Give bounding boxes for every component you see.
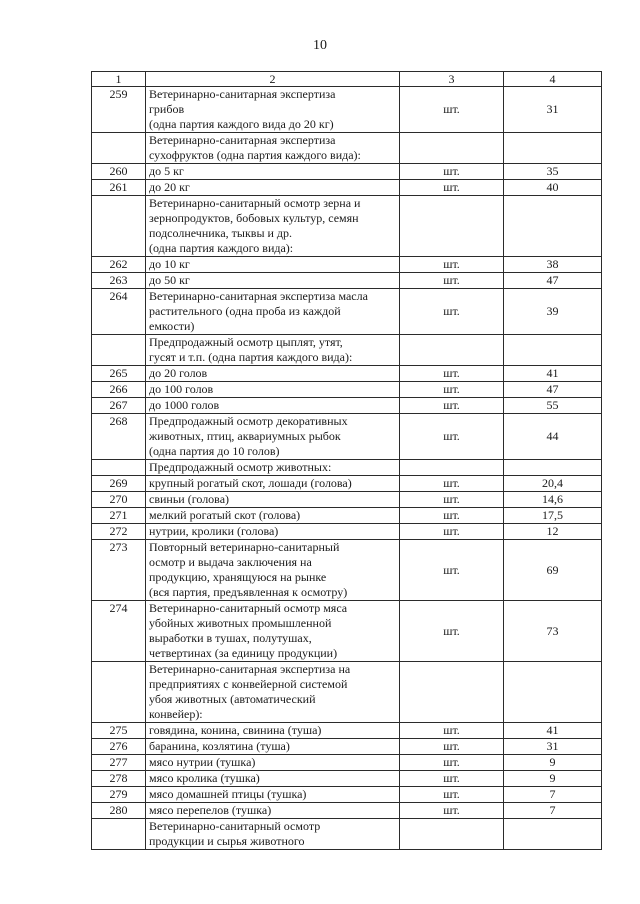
row-number-cell: 259 [92, 87, 146, 133]
row-number-cell: 266 [92, 382, 146, 398]
table-row [92, 771, 602, 787]
row-number-cell: 262 [92, 257, 146, 273]
row-price-cell: 9 [504, 755, 602, 771]
row-number-cell [92, 819, 146, 850]
row-description-cell: до 100 голов [146, 382, 400, 398]
row-description-cell: крупный рогатый скот, лошади (голова) [146, 476, 400, 492]
services-price-table [91, 71, 602, 850]
row-unit-cell: шт. [400, 524, 504, 540]
row-number-cell: 261 [92, 180, 146, 196]
row-number-cell: 268 [92, 414, 146, 460]
row-number-cell: 271 [92, 508, 146, 524]
table-row [92, 787, 602, 803]
row-unit-cell: шт. [400, 382, 504, 398]
table-row [92, 662, 602, 723]
table-row [92, 739, 602, 755]
row-number-cell: 267 [92, 398, 146, 414]
row-number-cell: 263 [92, 273, 146, 289]
row-description-cell: баранина, козлятина (туша) [146, 739, 400, 755]
row-description-cell: Повторный ветеринарно-санитарный осмотр и выдача заключения на продукцию, хранящуюся на рынке (вся партия, предъявленная к осмотру) [146, 540, 400, 601]
row-description-cell: Ветеринарно-санитарная экспертиза масла растительного (одна проба из каждой емкости) [146, 289, 400, 335]
row-description-cell: Ветеринарно-санитарный осмотр продукции и сырья животного [146, 819, 400, 850]
row-price-cell: 47 [504, 382, 602, 398]
row-number-cell [92, 133, 146, 164]
row-number-cell [92, 662, 146, 723]
row-price-cell: 41 [504, 366, 602, 382]
row-description-cell: до 10 кг [146, 257, 400, 273]
row-number-cell: 277 [92, 755, 146, 771]
row-description-cell: Предпродажный осмотр цыплят, утят, гусят и т.п. (одна партия каждого вида): [146, 335, 400, 366]
row-description-cell: Ветеринарно-санитарная экспертиза на предприятиях с конвейерной системой убоя животных (автоматический конвейер): [146, 662, 400, 723]
row-unit-cell [400, 662, 504, 723]
row-price-cell: 31 [504, 87, 602, 133]
row-number-cell: 273 [92, 540, 146, 601]
row-unit-cell [400, 335, 504, 366]
row-price-cell [504, 133, 602, 164]
row-number-cell: 276 [92, 739, 146, 755]
page-number: 10 [313, 38, 327, 53]
row-unit-cell [400, 133, 504, 164]
table-row [92, 398, 602, 414]
row-price-cell: 7 [504, 787, 602, 803]
row-unit-cell: шт. [400, 366, 504, 382]
row-price-cell [504, 196, 602, 257]
row-unit-cell: шт. [400, 87, 504, 133]
row-description-cell: мясо перепелов (тушка) [146, 803, 400, 819]
row-price-cell: 69 [504, 540, 602, 601]
row-description-cell: до 20 кг [146, 180, 400, 196]
table-row [92, 460, 602, 476]
row-price-cell [504, 460, 602, 476]
row-price-cell: 17,5 [504, 508, 602, 524]
row-unit-cell: шт. [400, 601, 504, 662]
row-price-cell: 41 [504, 723, 602, 739]
row-unit-cell: шт. [400, 492, 504, 508]
table-row [92, 803, 602, 819]
row-description-cell: мясо нутрии (тушка) [146, 755, 400, 771]
row-description-cell: до 5 кг [146, 164, 400, 180]
table-row [92, 164, 602, 180]
row-unit-cell: шт. [400, 476, 504, 492]
column-header-number: 1 [92, 72, 146, 87]
row-unit-cell: шт. [400, 273, 504, 289]
table-row [92, 492, 602, 508]
row-description-cell: Ветеринарно-санитарный осмотр мяса убойных животных промышленной выработки в тушах, полутушах, четвертинах (за единицу продукции) [146, 601, 400, 662]
row-price-cell: 55 [504, 398, 602, 414]
table-row [92, 723, 602, 739]
table-row [92, 87, 602, 133]
row-description-cell: Ветеринарно-санитарная экспертиза сухофруктов (одна партия каждого вида): [146, 133, 400, 164]
row-price-cell: 40 [504, 180, 602, 196]
row-number-cell: 275 [92, 723, 146, 739]
row-description-cell: мясо домашней птицы (тушка) [146, 787, 400, 803]
row-description-cell: говядина, конина, свинина (туша) [146, 723, 400, 739]
column-header-price: 4 [504, 72, 602, 87]
row-price-cell: 47 [504, 273, 602, 289]
row-unit-cell: шт. [400, 771, 504, 787]
row-unit-cell [400, 819, 504, 850]
row-unit-cell: шт. [400, 508, 504, 524]
row-unit-cell [400, 460, 504, 476]
row-price-cell: 20,4 [504, 476, 602, 492]
row-number-cell [92, 460, 146, 476]
row-price-cell [504, 335, 602, 366]
table-row [92, 180, 602, 196]
row-description-cell: Ветеринарно-санитарный осмотр зерна и зернопродуктов, бобовых культур, семян подсолнечника, тыквы и др. (одна партия каждого вида): [146, 196, 400, 257]
table-row [92, 755, 602, 771]
row-price-cell: 14,6 [504, 492, 602, 508]
row-number-cell: 279 [92, 787, 146, 803]
row-number-cell [92, 335, 146, 366]
row-price-cell: 7 [504, 803, 602, 819]
row-unit-cell: шт. [400, 803, 504, 819]
table-row [92, 382, 602, 398]
row-unit-cell: шт. [400, 787, 504, 803]
row-price-cell [504, 662, 602, 723]
row-price-cell: 44 [504, 414, 602, 460]
row-number-cell: 270 [92, 492, 146, 508]
row-price-cell [504, 819, 602, 850]
row-description-cell: Ветеринарно-санитарная экспертиза грибов (одна партия каждого вида до 20 кг) [146, 87, 400, 133]
table-row [92, 257, 602, 273]
row-unit-cell: шт. [400, 398, 504, 414]
row-number-cell [92, 196, 146, 257]
row-description-cell: мелкий рогатый скот (голова) [146, 508, 400, 524]
row-number-cell: 264 [92, 289, 146, 335]
table-row [92, 289, 602, 335]
row-number-cell: 272 [92, 524, 146, 540]
row-unit-cell: шт. [400, 289, 504, 335]
row-unit-cell: шт. [400, 723, 504, 739]
row-unit-cell: шт. [400, 257, 504, 273]
table-row [92, 601, 602, 662]
table-header-row [92, 72, 602, 87]
row-price-cell: 38 [504, 257, 602, 273]
table-row [92, 414, 602, 460]
row-price-cell: 39 [504, 289, 602, 335]
row-price-cell: 31 [504, 739, 602, 755]
table-row [92, 508, 602, 524]
row-description-cell: до 20 голов [146, 366, 400, 382]
table-row [92, 524, 602, 540]
row-description-cell: мясо кролика (тушка) [146, 771, 400, 787]
table-row [92, 366, 602, 382]
row-number-cell: 260 [92, 164, 146, 180]
row-price-cell: 9 [504, 771, 602, 787]
column-header-unit: 3 [400, 72, 504, 87]
row-description-cell: нутрии, кролики (голова) [146, 524, 400, 540]
row-description-cell: Предпродажный осмотр животных: [146, 460, 400, 476]
row-unit-cell [400, 196, 504, 257]
row-number-cell: 265 [92, 366, 146, 382]
table-row [92, 133, 602, 164]
row-unit-cell: шт. [400, 755, 504, 771]
row-price-cell: 35 [504, 164, 602, 180]
row-description-cell: Предпродажный осмотр декоративных животных, птиц, аквариумных рыбок (одна партия до 10 голов) [146, 414, 400, 460]
row-number-cell: 269 [92, 476, 146, 492]
table-row [92, 273, 602, 289]
row-number-cell: 274 [92, 601, 146, 662]
row-unit-cell: шт. [400, 540, 504, 601]
column-header-description: 2 [146, 72, 400, 87]
table-row [92, 540, 602, 601]
row-unit-cell: шт. [400, 739, 504, 755]
row-number-cell: 278 [92, 771, 146, 787]
table-row [92, 819, 602, 850]
row-description-cell: до 1000 голов [146, 398, 400, 414]
row-unit-cell: шт. [400, 414, 504, 460]
table-row [92, 335, 602, 366]
row-description-cell: до 50 кг [146, 273, 400, 289]
row-price-cell: 73 [504, 601, 602, 662]
row-unit-cell: шт. [400, 164, 504, 180]
row-unit-cell: шт. [400, 180, 504, 196]
table-row [92, 476, 602, 492]
row-number-cell: 280 [92, 803, 146, 819]
row-price-cell: 12 [504, 524, 602, 540]
table-row [92, 196, 602, 257]
row-description-cell: свиньи (голова) [146, 492, 400, 508]
